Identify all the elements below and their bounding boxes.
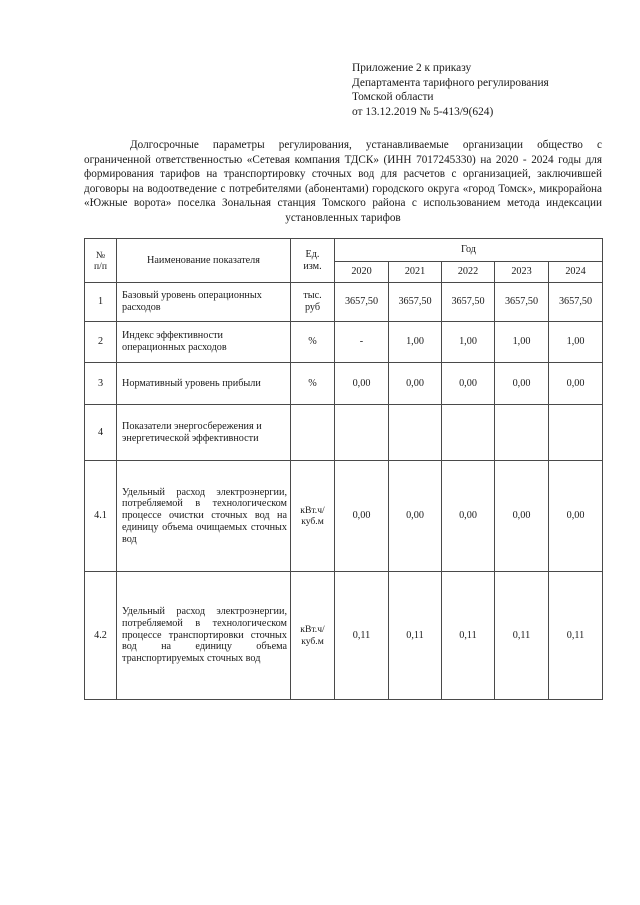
row-unit-line1: % <box>308 377 317 389</box>
row-number: 2 <box>85 322 117 363</box>
header-year-group: Год <box>335 239 603 262</box>
row-value <box>335 405 389 461</box>
row-value: 1,00 <box>442 322 495 363</box>
row-value: 1,00 <box>549 322 603 363</box>
row-unit <box>291 283 335 322</box>
header-year: 2022 <box>442 262 495 283</box>
document-heading <box>84 138 602 226</box>
appendix-line: Приложение 2 к приказу <box>352 62 472 74</box>
row-unit-line2: руб <box>304 302 321 313</box>
table-row <box>85 363 603 405</box>
row-unit-line1: тыс. <box>303 290 322 302</box>
row-value: 3657,50 <box>389 283 442 322</box>
row-name: Удельный расход электроэнергии, потребляемой в технологическом процессе транспортировки сточных вод на единицу объема транспортируемых сточных вод <box>117 572 291 700</box>
row-unit-line1: % <box>308 336 317 348</box>
header-number-line1: № <box>95 249 106 261</box>
row-unit <box>291 363 335 405</box>
row-value: - <box>335 322 389 363</box>
row-value: 0,00 <box>335 461 389 572</box>
row-value: 1,00 <box>495 322 549 363</box>
row-value: 3657,50 <box>549 283 603 322</box>
header-number <box>85 239 117 283</box>
row-name: Показатели энергосбережения и энергетической эффективности <box>117 405 291 461</box>
row-value: 3657,50 <box>495 283 549 322</box>
header-name: Наименование показателя <box>117 239 291 283</box>
row-unit-line2: куб.м <box>301 635 324 647</box>
row-value: 0,00 <box>549 461 603 572</box>
row-number: 4.1 <box>85 461 117 572</box>
row-value: 0,00 <box>549 363 603 405</box>
appendix-header <box>352 61 549 119</box>
row-value: 3657,50 <box>442 283 495 322</box>
row-number: 1 <box>85 283 117 322</box>
appendix-line: Департамента тарифного регулирования <box>352 76 549 89</box>
row-value: 0,00 <box>389 363 442 405</box>
header-year: 2023 <box>495 262 549 283</box>
row-value <box>389 405 442 461</box>
row-name: Нормативный уровень прибыли <box>117 363 291 405</box>
row-value: 0,11 <box>335 572 389 700</box>
row-value: 1,00 <box>389 322 442 363</box>
row-value: 0,11 <box>389 572 442 700</box>
row-value: 0,00 <box>442 363 495 405</box>
row-value <box>549 405 603 461</box>
row-unit <box>291 405 335 461</box>
table-row <box>85 572 603 700</box>
row-number: 4.2 <box>85 572 117 700</box>
row-name: Базовый уровень операционных расходов <box>117 283 291 322</box>
table-row <box>85 461 603 572</box>
row-value: 0,00 <box>335 363 389 405</box>
header-unit <box>291 239 335 283</box>
header-unit-line1: Ед. <box>305 248 320 260</box>
table-row <box>85 322 603 363</box>
row-value: 0,00 <box>442 461 495 572</box>
row-value: 3657,50 <box>335 283 389 322</box>
row-unit-line1: кВт.ч/ <box>300 504 325 516</box>
header-year: 2021 <box>389 262 442 283</box>
row-unit-line2: куб.м <box>301 516 324 527</box>
header-number-line2: п/п <box>94 260 107 272</box>
row-number: 3 <box>85 363 117 405</box>
row-value: 0,00 <box>389 461 442 572</box>
row-value: 0,00 <box>495 363 549 405</box>
table-row <box>85 283 603 322</box>
row-number: 4 <box>85 405 117 461</box>
appendix-line: от 13.12.2019 № 5-413/9(624) <box>352 105 494 118</box>
row-unit <box>291 461 335 572</box>
row-unit-line1: кВт.ч/ <box>300 624 325 636</box>
header-unit-line2: изм. <box>303 260 322 272</box>
table-row <box>85 405 603 461</box>
row-name: Индекс эффективности операционных расходов <box>117 322 291 363</box>
row-unit <box>291 322 335 363</box>
row-value: 0,11 <box>495 572 549 700</box>
row-value <box>442 405 495 461</box>
row-value: 0,11 <box>549 572 603 700</box>
row-name: Удельный расход электроэнергии, потребляемой в технологическом процессе очистки сточных вод на единицу объема очищаемых сточных вод <box>117 461 291 572</box>
header-year: 2024 <box>549 262 603 283</box>
row-unit <box>291 572 335 700</box>
header-year: 2020 <box>335 262 389 283</box>
row-value <box>495 405 549 461</box>
appendix-line: Томской области <box>352 91 434 103</box>
row-value: 0,00 <box>495 461 549 572</box>
parameters-table <box>84 238 603 700</box>
heading-text: Долгосрочные параметры регулирования, устанавливаемые организации общество с ограниченной ответственностью «Сетевая компания ТДСК» (ИНН 7017245330) на 2020 - 2024 годы для формирования тарифов на транспортировку сточных вод для расчетов с организацией, заключившей договоры на водоотведение с потребителями (абонентами) городского округа «город Томск», микрорайона «Южные ворота» поселка Зональная станция Томского района с использованием метода индексации установленных тарифов <box>84 139 602 224</box>
row-value: 0,11 <box>442 572 495 700</box>
